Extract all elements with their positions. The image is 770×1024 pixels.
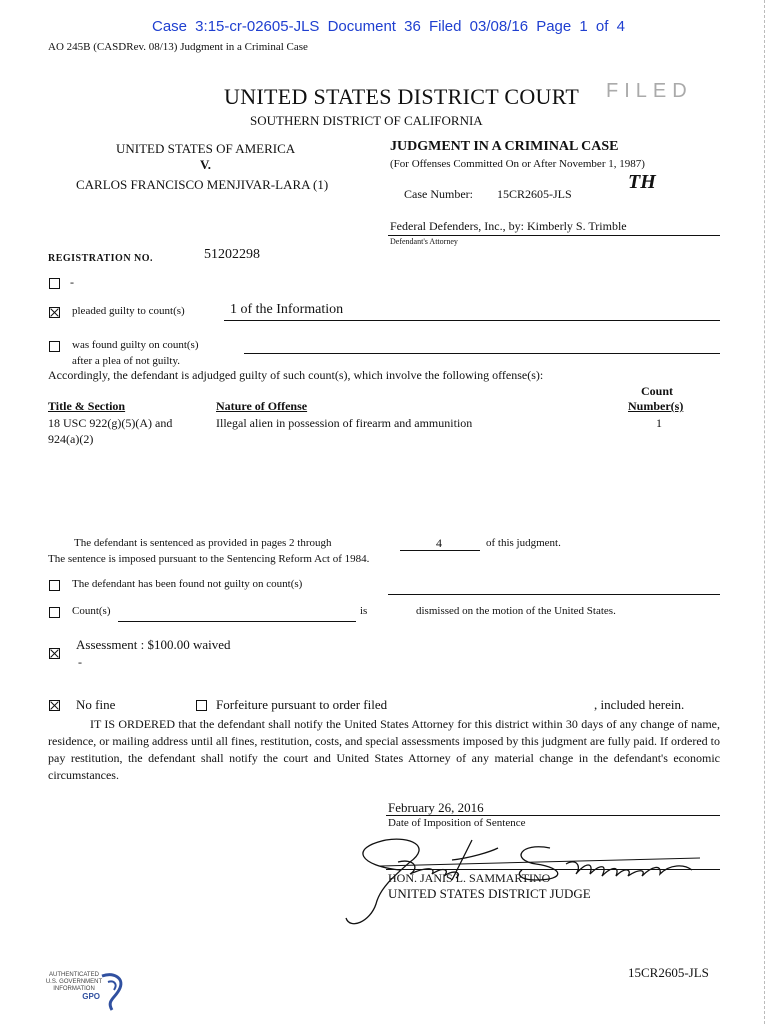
offense-title-line2: 924(a)(2)	[48, 432, 94, 446]
form-identifier: AO 245B (CASDRev. 08/13) Judgment in a Criminal Case	[48, 41, 308, 53]
pleaded-guilty-checkbox[interactable]	[49, 307, 60, 318]
footer-case-number: 15CR2605-JLS	[628, 965, 709, 980]
judge-signature-line	[386, 869, 720, 870]
sentence-line2: The sentence is imposed pursuant to the Sentencing Reform Act of 1984.	[48, 553, 370, 565]
imposition-line	[386, 815, 720, 816]
registration-label: REGISTRATION NO.	[48, 253, 154, 264]
counts-dismissed-checkbox[interactable]	[49, 607, 60, 618]
blank-checkbox[interactable]	[49, 278, 60, 289]
gpo-line-2: U.S. GOVERNMENT	[45, 979, 103, 985]
not-guilty-label: The defendant has been found not guilty on count(s)	[72, 578, 303, 590]
offense-title-line1: 18 USC 922(g)(5)(A) and	[48, 416, 173, 430]
count-header-2: Number(s)	[628, 399, 684, 413]
not-guilty-line	[388, 594, 720, 595]
clerk-initials: TH	[628, 171, 656, 193]
pleaded-line	[224, 320, 720, 321]
found-guilty-checkbox[interactable]	[49, 341, 60, 352]
assessment-text: Assessment : $100.00 waived	[76, 637, 231, 652]
count-header-1: Count	[641, 384, 674, 398]
filed-stamp: FILED	[606, 80, 693, 102]
plaintiff-name: UNITED STATES OF AMERICA	[116, 141, 296, 156]
case-number: 15CR2605-JLS	[497, 187, 572, 201]
imposition-label: Date of Imposition of Sentence	[388, 817, 526, 829]
counts-label: Count(s)	[72, 605, 111, 617]
defendant-name: CARLOS FRANCISCO MENJIVAR-LARA (1)	[76, 177, 329, 192]
case-header-stamp: Case 3:15-cr-02605-JLS Document 36 Filed 03/08/16 Page 1 of 4	[152, 18, 625, 35]
imposition-date: February 26, 2016	[388, 800, 484, 815]
sentence-pages: 4	[436, 536, 442, 550]
no-fine-label: No fine	[76, 697, 116, 712]
pleaded-guilty-label: pleaded guilty to count(s)	[72, 305, 185, 317]
counts-is: is	[360, 605, 368, 617]
gpo-authentication-logo	[44, 972, 104, 1000]
offense-count: 1	[656, 416, 662, 430]
court-district: SOUTHERN DISTRICT OF CALIFORNIA	[250, 113, 483, 128]
assessment-checkbox[interactable]	[49, 648, 60, 659]
found-guilty-label: was found guilty on count(s)	[72, 339, 199, 351]
pages-line	[400, 550, 480, 551]
gpo-line-3: INFORMATION	[53, 986, 95, 992]
found-guilty-sub: after a plea of not guilty.	[72, 355, 181, 367]
offense-nature: Illegal alien in possession of firearm and ammunition	[216, 416, 473, 430]
accordingly-text: Accordingly, the defendant is adjudged guilty of such count(s), which involve the following offense(s):	[48, 368, 544, 382]
gpo-line-1: AUTHENTICATED	[49, 972, 99, 978]
assessment-dash: -	[78, 655, 82, 669]
document-title: JUDGMENT IN A CRIMINAL CASE	[390, 139, 619, 154]
found-guilty-line	[244, 353, 720, 354]
pleaded-guilty-counts: 1 of the Information	[230, 302, 344, 317]
included-herein: , included herein.	[594, 697, 685, 712]
forfeiture-checkbox[interactable]	[196, 700, 207, 711]
forfeiture-label: Forfeiture pursuant to order filed	[216, 697, 388, 712]
court-name: UNITED STATES DISTRICT COURT	[224, 84, 580, 109]
title-section-header: Title & Section	[48, 399, 126, 413]
case-number-label: Case Number:	[404, 187, 473, 201]
judge-name: HON. JANIS L. SAMMARTINO	[388, 871, 551, 885]
ordered-paragraph: IT IS ORDERED that the defendant shall notify the United States Attorney for this district within 30 days of any change of name, residence, or mailing address until all fines, restitution, costs, and special assessments imposed by this judgment are fully paid. If ordered to pay restitution, the defendant shall notify the court and United States Attorney of any material change in the defendant's economic circumstances.	[48, 717, 720, 782]
gpo-line-4: GPO	[82, 992, 100, 1001]
sentence-line1a: The defendant is sentenced as provided in pages 2 through	[74, 537, 332, 549]
not-guilty-checkbox[interactable]	[49, 580, 60, 591]
eagle-icon	[98, 970, 128, 1014]
blank-item-text: -	[70, 275, 74, 289]
attorney-line	[388, 235, 720, 236]
nature-offense-header: Nature of Offense	[216, 399, 308, 413]
dismissed-text: dismissed on the motion of the United States.	[416, 605, 616, 617]
defense-attorney: Federal Defenders, Inc., by: Kimberly S. Trimble	[390, 219, 627, 233]
document-subtitle: (For Offenses Committed On or After November 1, 1987)	[390, 158, 645, 170]
registration-number: 51202298	[204, 247, 260, 262]
counts-line	[118, 621, 356, 622]
judge-title: UNITED STATES DISTRICT JUDGE	[388, 886, 591, 901]
sentence-line1b: of this judgment.	[486, 537, 561, 549]
no-fine-checkbox[interactable]	[49, 700, 60, 711]
scan-edge	[764, 0, 765, 1024]
attorney-label: Defendant's Attorney	[390, 237, 458, 246]
versus: V.	[200, 157, 211, 172]
